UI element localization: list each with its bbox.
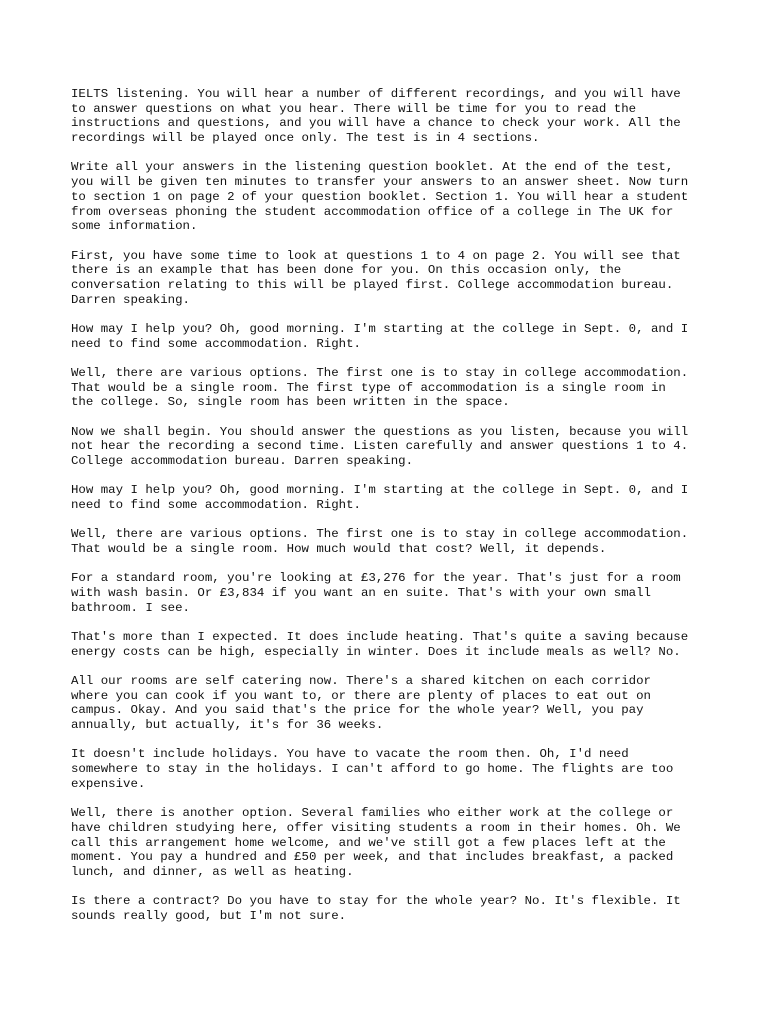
paragraph-10: That's more than I expected. It does include heating. That's quite a saving because energy costs can be high, especially in winter. Does it include meals as well? No. xyxy=(71,630,689,659)
paragraph-3: First, you have some time to look at questions 1 to 4 on page 2. You will see that there is an example that has been done for you. On this occasion only, the conversation relating to this will be played first. College accommodation bureau. Darren speaking. xyxy=(71,248,681,307)
paragraph-8: Well, there are various options. The first one is to stay in college accommodation. That would be a single room. How much would that cost? Well, it depends. xyxy=(71,527,689,557)
paragraph-4: How may I help you? Oh, good morning. I'm starting at the college in Sept. 0, and I need to find some accommodation. Right. xyxy=(71,321,689,351)
paragraph-14: Is there a contract? Do you have to stay for the whole year? No. It's flexible. It sounds really good, but I'm not sure. xyxy=(71,894,681,923)
paragraph-7: How may I help you? Oh, good morning. I'm starting at the college in Sept. 0, and I need to find some accommodation. Right. xyxy=(71,483,689,513)
paragraph-2: Write all your answers in the listening question booklet. At the end of the test, you will be given ten minutes to transfer your answers to an answer sheet. Now turn to section 1 on page 2 of your question booklet. Section 1. You will hear a student from overseas phoning the student accommodation office of a college in The UK for some information. xyxy=(71,160,689,234)
document-page xyxy=(71,87,711,938)
paragraph-12: It doesn't include holidays. You have to vacate the room then. Oh, I'd need somewhere to stay in the holidays. I can't afford to go home. The flights are too expensive. xyxy=(71,747,674,791)
paragraph-11: All our rooms are self catering now. There's a shared kitchen on each corridor where you can cook if you want to, or there are plenty of places to eat out on campus. Okay. And you said that's the price for the whole year? Well, you pay annually, but actually, it's for 36 weeks. xyxy=(71,674,651,733)
paragraph-6: Now we shall begin. You should answer the questions as you listen, because you will not hear the recording a second time. Listen carefully and answer questions 1 to 4. College accommodation bureau. Darren speaking. xyxy=(71,424,689,469)
paragraph-9: For a standard room, you're looking at £3,276 for the year. That's just for a room with wash basin. Or £3,834 if you want an en suite. That's with your own small bathroom. I see. xyxy=(71,571,681,615)
paragraph-1: IELTS listening. You will hear a number of different recordings, and you will have to answer questions on what you hear. There will be time for you to read the instructions and questions, and you will have a chance to check your work. All the recordings will be played once only. The test is in 4 sections. xyxy=(71,87,681,146)
paragraph-5: Well, there are various options. The first one is to stay in college accommodation. That would be a single room. The first type of accommodation is a single room in the college. So, single room has been written in the space. xyxy=(71,365,689,410)
paragraph-13: Well, there is another option. Several families who either work at the college or have children studying here, offer visiting students a room in their homes. Oh. We call this arrangement home welcome, and we've still got a few places left at the moment. You pay a hundred and £50 per week, and that includes breakfast, a packed lunch, and dinner, as well as heating. xyxy=(71,806,681,879)
